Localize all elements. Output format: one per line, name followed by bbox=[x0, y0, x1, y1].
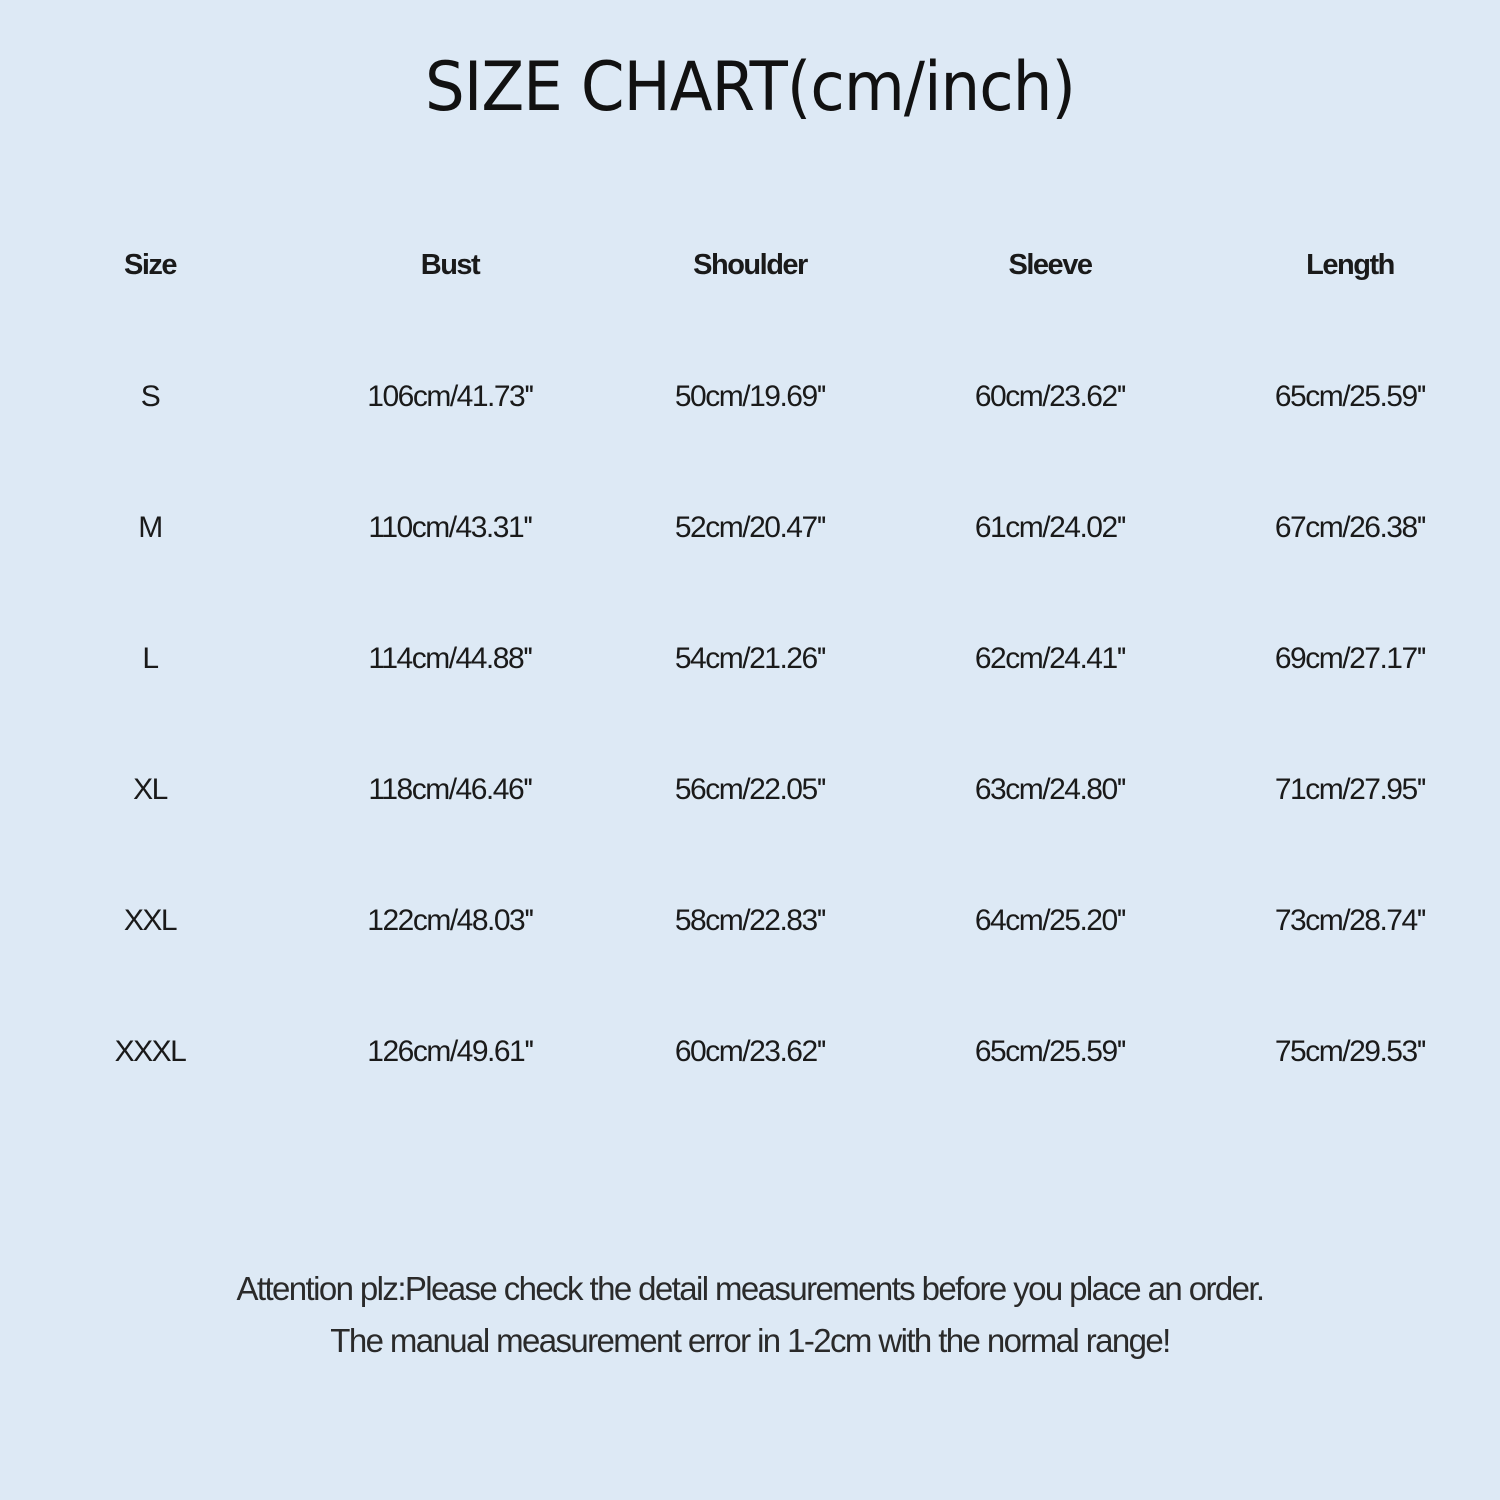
cell-sleeve: 61cm/24.02'' bbox=[974, 510, 1126, 544]
cell-shoulder: 60cm/23.62'' bbox=[674, 1034, 826, 1068]
table-row bbox=[0, 855, 1500, 986]
header-sleeve: Sleeve bbox=[1008, 249, 1092, 281]
cell-sleeve: 65cm/25.59'' bbox=[974, 1034, 1126, 1068]
header-length: Length bbox=[1306, 249, 1394, 281]
cell-bust: 118cm/46.46'' bbox=[368, 772, 532, 806]
table-row bbox=[0, 462, 1500, 593]
cell-shoulder: 52cm/20.47'' bbox=[674, 510, 826, 544]
cell-sleeve: 62cm/24.41'' bbox=[974, 641, 1126, 675]
attention-note: Attention plz:Please check the detail measurements before you place an order. bbox=[236, 1270, 1264, 1307]
table-header-row bbox=[0, 200, 1500, 331]
cell-size: XXL bbox=[123, 903, 177, 937]
cell-shoulder: 58cm/22.83'' bbox=[674, 903, 826, 937]
table-row bbox=[0, 724, 1500, 855]
cell-shoulder: 54cm/21.26'' bbox=[674, 641, 826, 675]
header-size: Size bbox=[123, 249, 177, 281]
cell-length: 75cm/29.53'' bbox=[1274, 1034, 1426, 1068]
table-row bbox=[0, 331, 1500, 462]
cell-shoulder: 50cm/19.69'' bbox=[674, 379, 826, 413]
cell-length: 73cm/28.74'' bbox=[1274, 903, 1426, 937]
table-row bbox=[0, 986, 1500, 1117]
cell-bust: 122cm/48.03'' bbox=[367, 903, 533, 937]
cell-sleeve: 63cm/24.80'' bbox=[974, 772, 1126, 806]
table-row bbox=[0, 593, 1500, 724]
measurement-error-note: The manual measurement error in 1-2cm with the normal range! bbox=[330, 1322, 1170, 1359]
cell-length: 71cm/27.95'' bbox=[1274, 772, 1426, 806]
header-shoulder: Shoulder bbox=[693, 249, 807, 281]
cell-bust: 126cm/49.61'' bbox=[367, 1034, 533, 1068]
cell-bust: 114cm/44.88'' bbox=[368, 641, 532, 675]
chart-title: SIZE CHART(cm/inch) bbox=[425, 48, 1075, 127]
cell-sleeve: 60cm/23.62'' bbox=[974, 379, 1126, 413]
cell-size: L bbox=[142, 641, 158, 675]
cell-sleeve: 64cm/25.20'' bbox=[974, 903, 1126, 937]
cell-length: 69cm/27.17'' bbox=[1274, 641, 1426, 675]
cell-bust: 110cm/43.31'' bbox=[368, 510, 532, 544]
cell-shoulder: 56cm/22.05'' bbox=[674, 772, 826, 806]
cell-size: XXXL bbox=[114, 1034, 186, 1068]
cell-length: 67cm/26.38'' bbox=[1274, 510, 1426, 544]
cell-bust: 106cm/41.73'' bbox=[367, 379, 533, 413]
cell-size: XL bbox=[133, 772, 167, 806]
cell-length: 65cm/25.59'' bbox=[1274, 379, 1426, 413]
header-bust: Bust bbox=[420, 249, 480, 281]
cell-size: M bbox=[138, 510, 162, 544]
cell-size: S bbox=[140, 379, 160, 413]
size-table bbox=[0, 200, 1500, 1117]
